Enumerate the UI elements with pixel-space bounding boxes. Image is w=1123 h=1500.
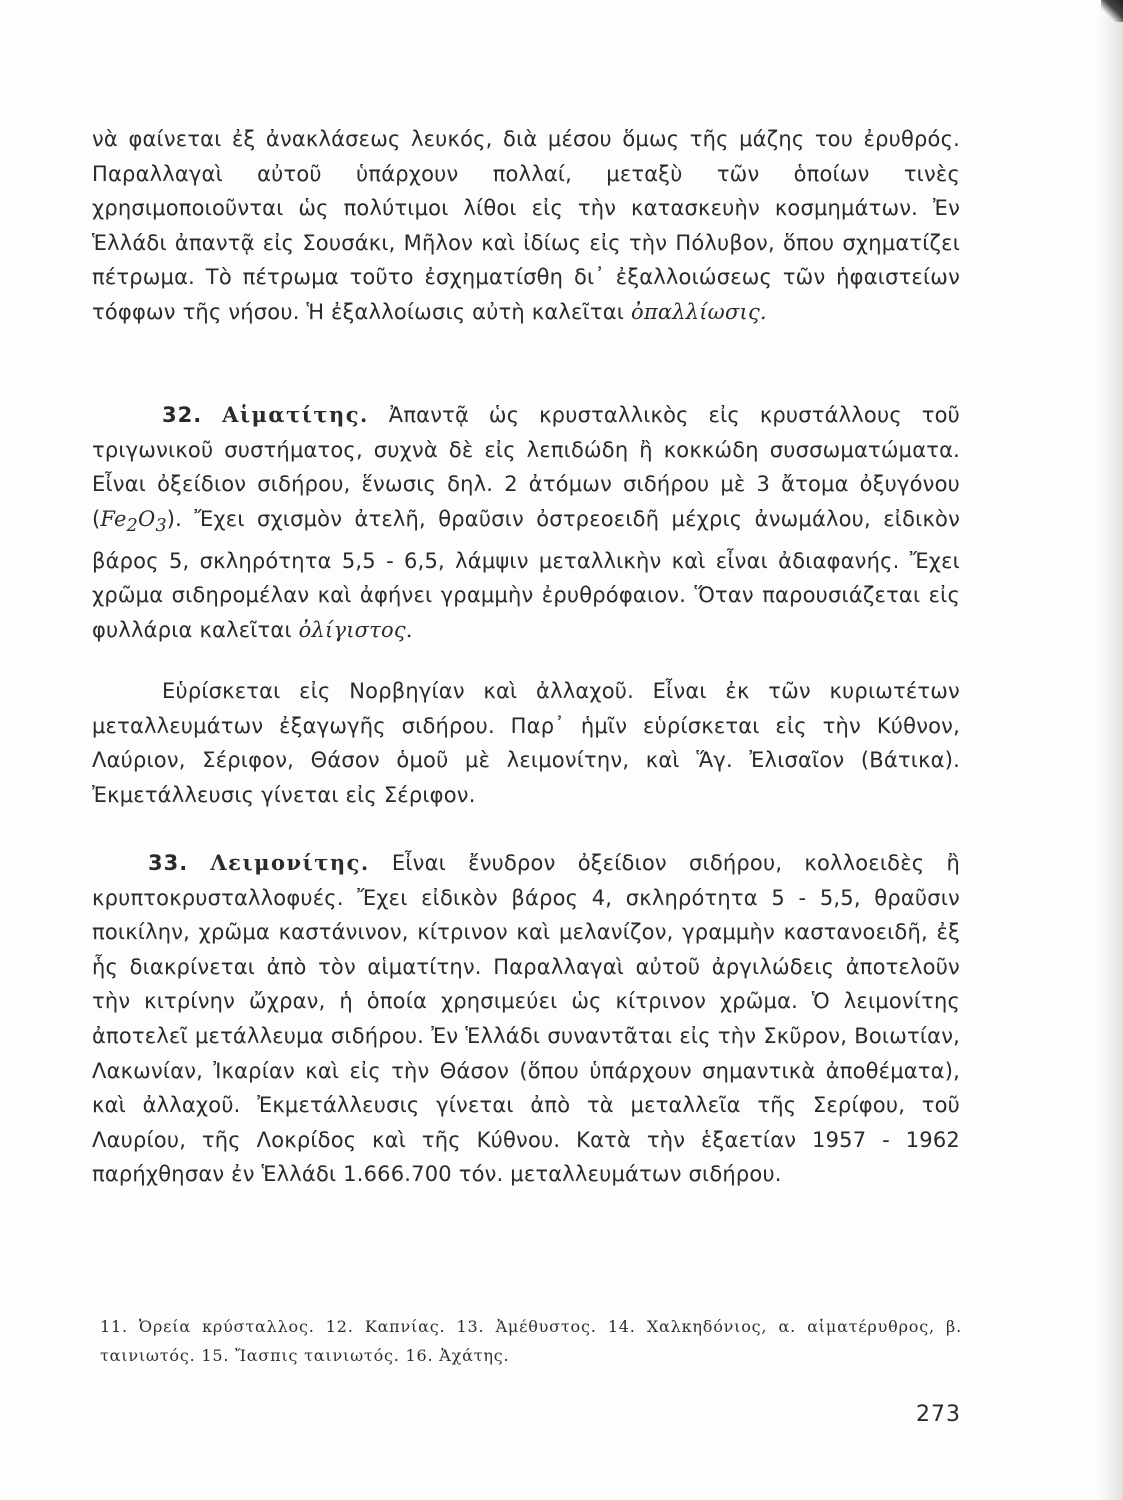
section-32-paragraph	[92, 398, 960, 647]
section-33-text: Εἶναι ἔνυδρον ὀξείδιον σιδήρου, κολλοειδὲς ἢ κρυπτοκρυσταλλοφυές. Ἔχει εἰδικὸν βάρος 4, σκληρότητα 5 - 5,5, θραῦσιν ποικίλην, χρῶμα καστάνινον, κίτρινον καὶ μελανίζον, γραμμὴν καστανοειδῆ, ἐξ ἧς διακρίνεται ἀπὸ τὸν αἱματίτην. Παραλλαγαὶ αὐτοῦ ἀργιλώδεις ἀποτελοῦν τὴν κιτρίνην ὤχραν, ἡ ὁποία χρησιμεύει ὡς κίτρινον χρῶμα. Ὁ λειμονίτης ἀποτελεῖ μετάλλευμα σιδήρου. Ἐν Ἑλλάδι συναντᾶται εἰς τὴν Σκῦρον, Βοιωτίαν, Λακωνίαν, Ἰκαρίαν καὶ εἰς τὴν Θάσον (ὅπου ὑπάρχουν σημαντικὰ ἀποθέματα), καὶ ἀλλαχοῦ. Ἐκμετάλλευσις γίνεται ἀπὸ τὰ μεταλλεῖα τῆς Σερίφου, τοῦ Λαυρίου, τῆς Λοκρίδος καὶ τῆς Κύθνου. Κατὰ τὴν ἑξαετίαν 1957 - 1962 παρήχθησαν ἐν Ἑλλάδι 1.666.700 τόν. μεταλλευμάτων σιδήρου.	[92, 851, 960, 1187]
formula-sub-2: 2	[126, 515, 139, 536]
paragraph-1-italic-term: ὀπαλλίωσις.	[630, 299, 767, 324]
formula-sub-3: 3	[155, 515, 167, 536]
section-33-paragraph	[92, 846, 960, 1192]
paragraph-continuation	[92, 122, 960, 330]
page-number: 273	[916, 1402, 961, 1427]
section-32-number: 32.	[162, 403, 203, 427]
paragraph-1-text: νὰ φαίνεται ἐξ ἀνακλάσεως λευκός, διὰ μέσου ὅμως τῆς μάζης του ἐρυθρός. Παραλλαγαὶ αὐτοῦ ὑπάρχουν πολλαί, μεταξὺ τῶν ὁποίων τινὲς χρησιμοποιοῦνται ὡς πολύτιμοι λίθοι εἰς τὴν κατασκευὴν κοσμημάτων. Ἐν Ἑλλάδι ἀπαντᾷ εἰς Σουσάκι, Μῆλον καὶ ἰδίως εἰς τὴν Πόλυβον, ὅπου σχηματίζει πέτρωμα. Τὸ πέτρωμα τοῦτο ἐσχηματίσθη δι᾽ ἐξαλλοιώσεως τῶν ἡφαιστείων τόφφων τῆς νήσου. Ἡ ἐξαλλοίωσις αὐτὴ καλεῖται	[92, 127, 960, 324]
section-33-number: 33.	[148, 851, 189, 875]
figure-footnote: 11. Ὀρεία κρύσταλλος. 12. Καπνίας. 13. Ἀμέθυστος. 14. Χαλκηδόνιος, α. αἱματέρυθρος, β. ταινιωτός. 15. Ἴασπις ταινιωτός. 16. Ἀχάτης.	[100, 1317, 962, 1365]
page-edge-shadow	[1097, 0, 1123, 1500]
section-32-italic-term: ὀλίγιστος.	[298, 617, 413, 642]
section-33-term: Λειμονίτης.	[210, 850, 370, 875]
formula-fe: Fe	[100, 506, 127, 531]
page-corner-shadow	[1101, 0, 1123, 22]
section-32-text-a: Ἀπαντᾷ ὡς κρυσταλλικὸς εἰς κρυστάλλους τοῦ τριγωνικοῦ συστήματος, συχνὰ δὲ εἰς λεπιδώδη ἢ κοκκώδη συσσωματώματα. Εἶναι ὀξείδιον σιδήρου, ἕνωσις δηλ. 2 ἀτόμων σιδήρου μὲ 3 ἄτομα ὀξυγόνου (	[92, 403, 960, 531]
chemical-formula	[100, 506, 167, 536]
formula-o: O	[138, 506, 156, 531]
section-32-paragraph-2: Εὑρίσκεται εἰς Νορβηγίαν καὶ ἀλλαχοῦ. Εἶναι ἐκ τῶν κυριωτέτων μεταλλευμάτων ἐξαγωγῆς σιδήρου. Παρ᾽ ἡμῖν εὑρίσκεται εἰς τὴν Κύθνον, Λαύριον, Σέριφον, Θάσον ὁμοῦ μὲ λειμονίτην, καὶ Ἅγ. Ἐλισαῖον (Βάτικα). Ἐκμετάλλευσις γίνεται εἰς Σέριφον.	[92, 679, 960, 807]
section-32-text-b: ). Ἔχει σχισμὸν ἀτελῆ, θραῦσιν ὀστρεοειδῆ μέχρις ἀνωμάλου, εἰδικὸν βάρος 5, σκληρότητα 5,5 - 6,5, λάμψιν μεταλλικὴν καὶ εἶναι ἀδιαφανής. Ἔχει χρῶμα σιδηρομέλαν καὶ ἀφήνει γραμμὴν ἐρυθρόφαιον. Ὅταν παρουσιάζεται εἰς φυλλάρια καλεῖται	[92, 506, 960, 642]
section-32-term: Αἱματίτης.	[222, 402, 369, 427]
